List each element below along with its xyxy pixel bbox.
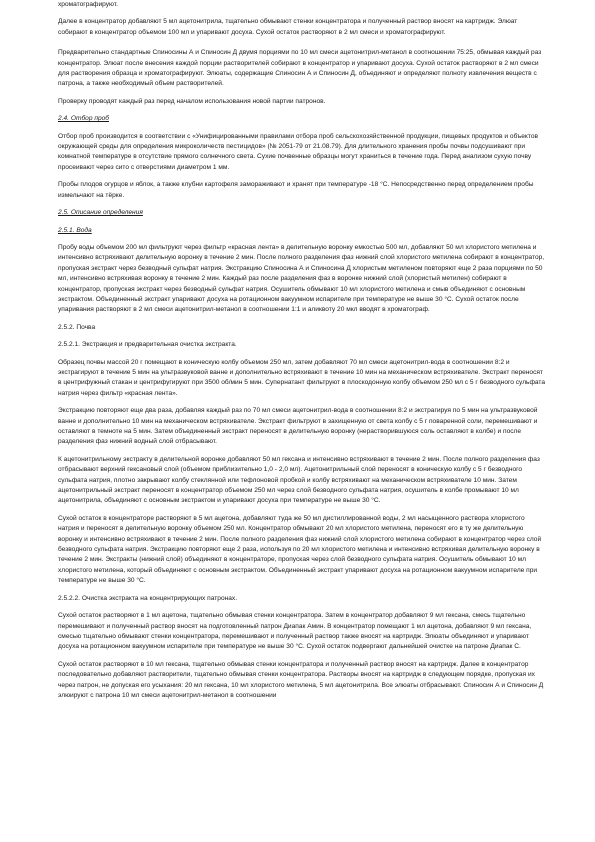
- paragraph-sampling-2: Пробы плодов огурцов и яблок, а также клубни картофеля замораживают и хранят при температуре -18 °С. Непосредственно перед определением пробы измельчают на тёрке.: [58, 181, 534, 199]
- paragraph-check: Проверку проводят каждый раз перед началом использования новой партии патронов.: [58, 97, 326, 105]
- paragraph-recovery: Предварительно стандартные Спиносины А и Спиносин Д двумя порциями по 10 мл смеси ацетонитрил-метанол в соотношении 75:25, обмывая каждый раз концентратор. Элюат после внесения каждой порции растворителей собирают в концентратор и упаривают досуха. Сухой остаток растворяют в 2 мл смеси для растворения образца и хроматографируют. Элюаты, содержащие Спиносин А и Спиносин Д, объединяют и определяют полноту извлечения веществ с патрона, а также необходимый объем растворителей.: [58, 49, 542, 88]
- heading-water: 2.5.1. Вода: [58, 226, 92, 234]
- document-page: [58, 0, 546, 701]
- heading-soil-extraction: 2.5.2.1. Экстракция и предварительная очистка экстракта.: [58, 341, 237, 349]
- paragraph-soil-1: Образец почвы массой 20 г помещают в коническую колбу объемом 250 мл, затем добавляют 70 мл смеси ацетонитрил-вода в соотношении 8:2 и экстрагируют в течение 5 мин на ультразвуковой ванне и дополнительно встряхивают в течение 10 мин на механическом встряхивателе. Экстракт переносят в центрифужный стакан и центрифугируют при 3500 об/мин 5 мин. Супернатант фильтруют в плоскодонную колбу объемом 250 мл с 5 г безводного сульфата натрия через фильтр «красная лента».: [58, 358, 546, 397]
- heading-soil-cleanup: 2.5.2.2. Очистка экстракта на концентрирующих патронах.: [58, 594, 238, 602]
- paragraph-soil-3: К ацетонитрильному экстракту в делительной воронке добавляют 50 мл гексана и интенсивно встряхивают в течение 2 мин. После полного разделения фаз отбрасывают верхний гексановый слой (объемом приблизительно 1,0 - 2,0 мл). Ацетонитрильный слой переносят в коническую колбу с 5 г безводного сульфата натрия, плотно закрывают колбу стеклянной или тефлоновой пробкой и колбу встряхивают на механическом встряхивателе 10 мин. Затем ацетонитрильный экстракт переносят в концентратор объемом 250 мл через слой безводного сульфата натрия, осушитель в колбе промывают 10 мл ацетонитрила, объединяют с основным экстрактом и упаривают досуха при температуре не выше 30 °С.: [58, 455, 540, 505]
- paragraph-soil-2: Экстракцию повторяют еще два раза, добавляя каждый раз по 70 мл смеси ацетонитрил-вода в соотношении 8:2 и экстрагируя по 5 мин на ультразвуковой ванне и дополнительно 10 мин на механическом встряхивателе. Экстракт фильтруют в захищенную от света колбу с 5 г поваренной соли, перемешивают и оставляют в темноте на 5 мин. Затем объединенный экстракт переносят в делительную воронку (нерастворившуюся соль оставляют в колбе) и после разделения фаз нижний водный слой отбрасывают.: [58, 407, 538, 446]
- paragraph-intro-end: хроматографируют.: [58, 1, 118, 8]
- paragraph-soil-6: Сухой остаток растворяют в 10 мл гексана, тщательно обмывая стенки концентратора и полученный раствор вносят на картридж. Далее в концентратор последовательно добавляют растворители, тщательно обмывая стенки концентратора. Растворы вносят на картридж в следующем порядке, пропуская их через патрон, не допуская его усыхания: 20 мл гексана, 10 мл хлористого метилена, 5 мл ацетонитрила. Все элюаты отбрасывают. Спиносин А и Спиносин Д элюируют с патрона 10 мл смеси ацетонитрил-метанол в соотношении: [58, 660, 544, 699]
- heading-soil: 2.5.2. Почва: [58, 323, 96, 331]
- paragraph-soil-5: Сухой остаток растворяют в 1 мл ацетона, тщательно обмывая стенки концентратора. Затем в концентратор добавляют 9 мл гексана, смесь тщательно перемешивают и полученный раствор вносят на подготовленный патрон Диапак Амин. В концентратор помещают 1 мл ацетона, добавляют 9 мл гексана, смесью тщательно обмывают стенки концентратора, перемешивают и полученный раствор также вносят на картридж. Элюаты объединяют и упаривают досуха на ротационном вакуумном испарителе при температуре не выше 30 °С. Сухой остаток подвергают дальнейшей очистке на патроне Диапак С.: [58, 612, 532, 651]
- paragraph-soil-4: Сухой остаток в концентраторе растворяют в 5 мл ацетона, добавляют туда же 50 мл дистиллированной воды, 2 мл насыщенного раствора хлористого натрия и переносят в делительную воронку объемом 250 мл. Концентратор обмывают 20 мл хлористого метилена, переносят его в ту же делительную воронку и интенсивно встряхивают в течение 2 мин. После полного разделения фаз нижний слой хлористого метилена собирают в концентратор через слой безводного сульфата натрия. Экстракцию повторяют еще 2 раза, используя по 20 мл хлористого метилена и интенсивно встряхивая делительную воронку в течение 2 мин. Экстракты (нижний слой) объединяют в концентраторе, пропуская через слой безводного сульфата натрия. Осушитель обмывают 10 мл хлористого метилена, который объединяют с основным экстрактом. Объединенный экстракт упаривают досуха на ротационном вакуумном испарителе при температуре не выше 30 °С.: [58, 514, 542, 585]
- paragraph-hexane: Далее в концентратор добавляют 5 мл ацетонитрила, тщательно обмывают стенки концентратора и полученный раствор вносят на картридж. Элюат собирают в концентратор объемом 100 мл и упаривают досуха. Сухой остаток растворяют в 2 мл смеси и хроматографируют.: [58, 18, 518, 36]
- heading-sampling: 2.4. Отбор проб: [58, 115, 109, 123]
- paragraph-water: Пробу воды объемом 200 мл фильтруют через фильтр «красная лента» в делительную воронку емкостью 500 мл, добавляют 50 мл хлористого метилена и интенсивно встряхивают делительную воронку в течение 2 мин. После полного разделения фаз нижний слой хлористого метилена собирают в концентратор, пропуская экстракт через безводный сульфат натрия. Экстракцию Спиносина А и Спиносина Д хлористым метиленом повторяют еще 2 раза порциями по 50 мл, интенсивно встряхивая воронку в течение 2 мин. Каждый раз после разделения фаз в воронке нижний слой (хлористый метилен) собирают в концентратор, пропуская экстракт через безводный сульфат натрия. Осушитель обмывают 10 мл хлористого метилена и смыв объединяют с основным экстрактом. Объединенный экстракт упаривают досуха на ротационном вакуумном испарителе при температуре не выше 30 °С. Сухой остаток после упаривания растворяют в 2 мл смеси ацетонитрил-метанол в соотношении 1:1 и аликвоту 20 мкл вводят в хроматограф.: [58, 243, 545, 314]
- paragraph-sampling-1: Отбор проб производится в соответствии с «Унифицированными правилами отбора проб сельскохозяйственной продукции, пищевых продуктов и объектов окружающей среды для определения микроколичеств пестицидов» (№ 2051-79 от 21.08.79). Для длительного хранения пробы почвы подсушивают при комнатной температуре в отсутствие прямого солнечного света. Сухие почвенные образцы могут храниться в течение года. Перед анализом сухую почву просеивают через сито с отверстиями диаметром 1 мм.: [58, 132, 538, 171]
- heading-procedure: 2.5. Описание определения: [58, 209, 143, 217]
